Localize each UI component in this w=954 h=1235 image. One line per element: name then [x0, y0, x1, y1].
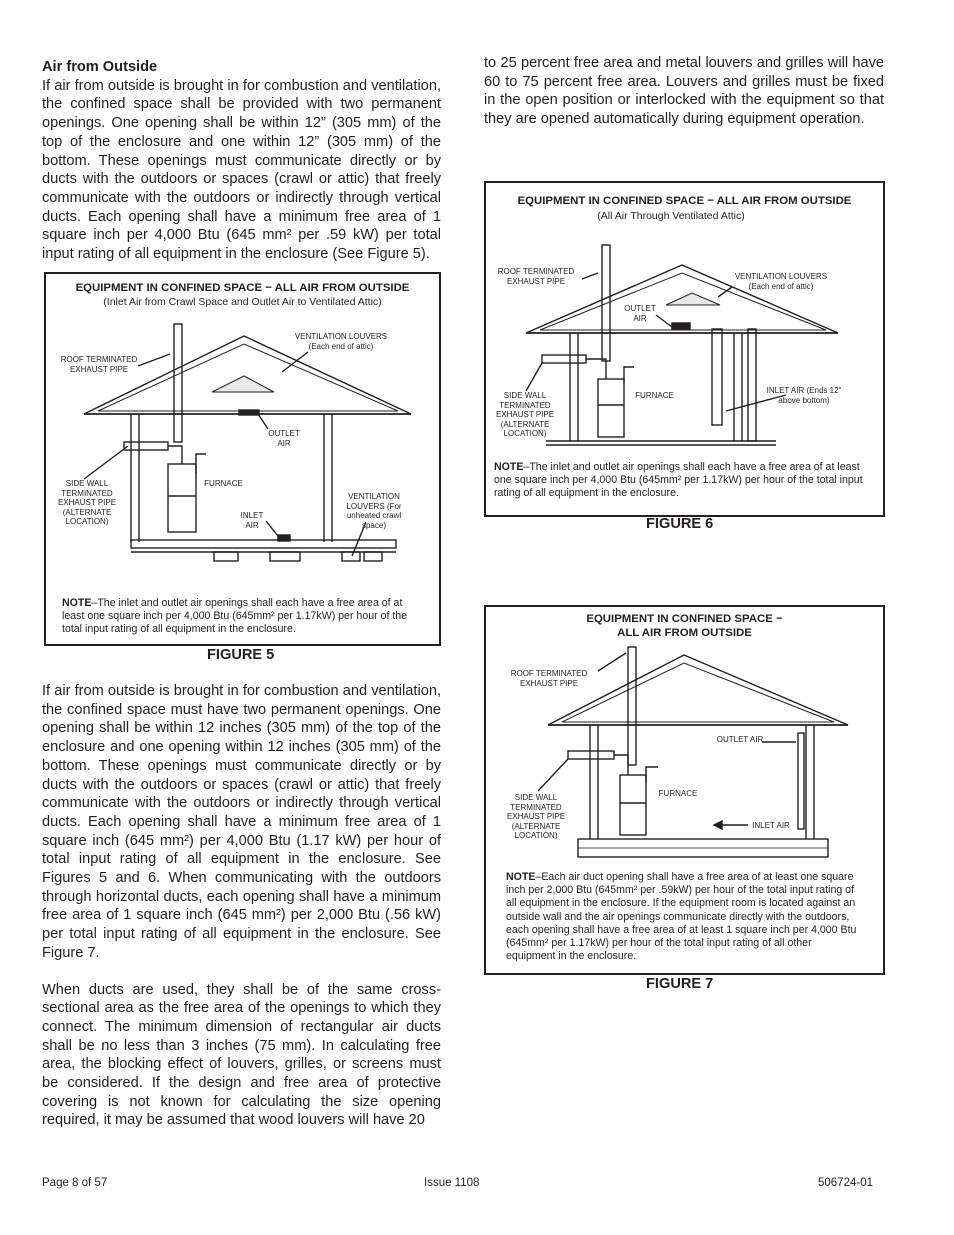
figure-6-note-label: NOTE	[494, 461, 524, 473]
right-column-top	[484, 54, 884, 129]
figure-7-note-text: –Each air duct opening shall have a free area of at least one square inch per 2,000 Btu (645mm² per .59kW) per hour of the total input rating of all equipment in the enclosure. If the equipment room is located against an outside wall and the air openings communicate directly with the outdoors, each opening shall have a free area of at least 1 square inch per 4,000 Btu (645mm² per 1.17kW) per hour of the total input rating of all other equipment in the enclosure.	[506, 871, 857, 963]
left-column-top	[42, 58, 441, 264]
fig5-vent-louvers-label: VENTILATION LOUVERS (Each end of attic)	[294, 332, 388, 351]
figure-5-diagram	[46, 274, 439, 644]
fig5-furnace-label: FURNACE	[204, 479, 243, 488]
paragraph-right-1: to 25 percent free area and metal louvers and grilles will have 60 to 75 percent free area. Louvers and grilles must be fixed in the open position or interlocked with the equipment so that they are opened automatically during equipment operation.	[484, 55, 884, 128]
fig5-side-wall-label: SIDE WALL TERMINATED EXHAUST PIPE (ALTERNATE LOCATION)	[57, 479, 117, 526]
fig6-vent-louvers-label: VENTILATION LOUVERS (Each end of attic)	[734, 272, 828, 291]
fig7-outlet-air-label: OUTLET AIR	[716, 735, 764, 744]
figure-6-note-text: –The inlet and outlet air openings shall each have a free area of at least one square inch per 4,000 Btu (645mm² per 1.17kW) per hour of the total input rating of all equipment in the enclosure.	[494, 461, 863, 500]
section-heading: Air from Outside	[42, 59, 158, 75]
fig7-roof-pipe-label: ROOF TERMINATED EXHAUST PIPE	[510, 669, 588, 688]
figure-5-note-text: –The inlet and outlet air openings shall each have a free area of at least one square inch per 4,000 Btu (645mm² per 1.17kW) per hour of the total input rating of all equipment in the enclosure.	[62, 597, 408, 636]
page-number: Page 8 of 57	[42, 1177, 108, 1189]
figure-6-caption: FIGURE 6	[646, 516, 714, 532]
fig7-inlet-air-label: INLET AIR	[752, 821, 790, 830]
fig7-side-wall-label: SIDE WALL TERMINATED EXHAUST PIPE (ALTERNATE LOCATION)	[506, 793, 566, 840]
left-column-bottom	[42, 682, 441, 1130]
figure-7-title-line-1: EQUIPMENT IN CONFINED SPACE −	[586, 613, 783, 625]
figure-7-title-line-2: ALL AIR FROM OUTSIDE	[617, 627, 752, 639]
fig6-inlet-air-label: INLET AIR (Ends 12" above bottom)	[766, 386, 842, 405]
issue-number: Issue 1108	[424, 1177, 480, 1189]
fig5-roof-pipe-label: ROOF TERMINATED EXHAUST PIPE	[60, 355, 138, 374]
fig7-furnace-label: FURNACE	[658, 789, 698, 798]
figure-6-note	[494, 461, 866, 501]
document-number: 506724-01	[818, 1177, 873, 1189]
figure-6-subtitle: (All Air Through Ventilated Attic)	[597, 210, 745, 222]
figure-7-note-label: NOTE	[506, 871, 536, 883]
fig6-furnace-label: FURNACE	[635, 391, 674, 400]
figure-5-title: EQUIPMENT IN CONFINED SPACE − ALL AIR FROM OUTSIDE	[75, 282, 410, 294]
figure-7-caption: FIGURE 7	[646, 976, 714, 992]
figure-5-subtitle: (Inlet Air from Crawl Space and Outlet Air to Ventilated Attic)	[103, 296, 382, 308]
paragraph-gap	[42, 963, 441, 981]
paragraph-2: If air from outside is brought in for combustion and ventilation, the confined space must have two permanent openings. One opening shall be within 12 inches (305 mm) of the top of the enclosure and one opening within 12 inches (305 mm) of the bottom. These openings must communicate directly or by ducts with the outdoors or spaces (crawl or attic) that freely communicate with the outdoors or indirectly through vertical ducts. Each opening shall have a minimum free area of 1 square inch (645 mm²) per 4,000 Btu (1.17 kW) per hour of total input rating of all equipment in the enclosure. See Figures 5 and 6. When communicating with the outdoors through horizontal ducts, each opening shall have a minimum free area of 1 square inch (645 mm²) per 2,000 Btu (.56 kW) per total input rating of all equipment in the enclosure. See Figure 7.	[42, 683, 441, 961]
figure-5-note-label: NOTE	[62, 597, 92, 609]
figure-6-box	[484, 181, 885, 517]
figure-5-note	[62, 597, 412, 637]
fig5-crawl-louvers-label: VENTILATION LOUVERS (For unheated crawl space)	[346, 492, 402, 530]
paragraph-1: If air from outside is brought in for combustion and ventilation, the confined space shall be provided with two permanent openings. One opening shall be within 12” (305 mm) of the top of the enclosure and one within 12” (305 mm) of the bottom. These openings must communicate directly or by ducts with the outdoors or spaces (crawl or attic) that freely communicate with the outdoors or indirectly through vertical ducts. Each opening shall have a minimum free area of 1 square inch per 4,000 Btu (645 mm² per .59 kW) per total input rating of all equipment in the enclosure (See Figure 5).	[42, 77, 441, 263]
figure-5-caption: FIGURE 5	[207, 647, 275, 663]
fig5-inlet-air-label: INLET AIR	[240, 511, 264, 530]
figure-7-note	[506, 871, 864, 963]
fig6-outlet-air-label: OUTLET AIR	[624, 304, 656, 323]
fig6-side-wall-label: SIDE WALL TERMINATED EXHAUST PIPE (ALTERNATE LOCATION)	[495, 391, 555, 438]
figure-7-box	[484, 605, 885, 975]
paragraph-3: When ducts are used, they shall be of the same cross-sectional area as the free area of the openings to which they connect. The minimum dimension of rectangular air ducts shall be no less than 3 inches (75 mm). In calculating free area, the blocking effect of louvers, grilles, or screens must be considered. If the design and free area of protective covering is not known for calculating the size opening required, it may be assumed that wood louvers will have 20	[42, 981, 441, 1129]
fig6-roof-pipe-label: ROOF TERMINATED EXHAUST PIPE	[497, 267, 575, 286]
fig5-outlet-air-label: OUTLET AIR	[268, 429, 300, 448]
figure-6-title: EQUIPMENT IN CONFINED SPACE − ALL AIR FROM OUTSIDE	[517, 195, 852, 207]
figure-5-box	[44, 272, 441, 646]
